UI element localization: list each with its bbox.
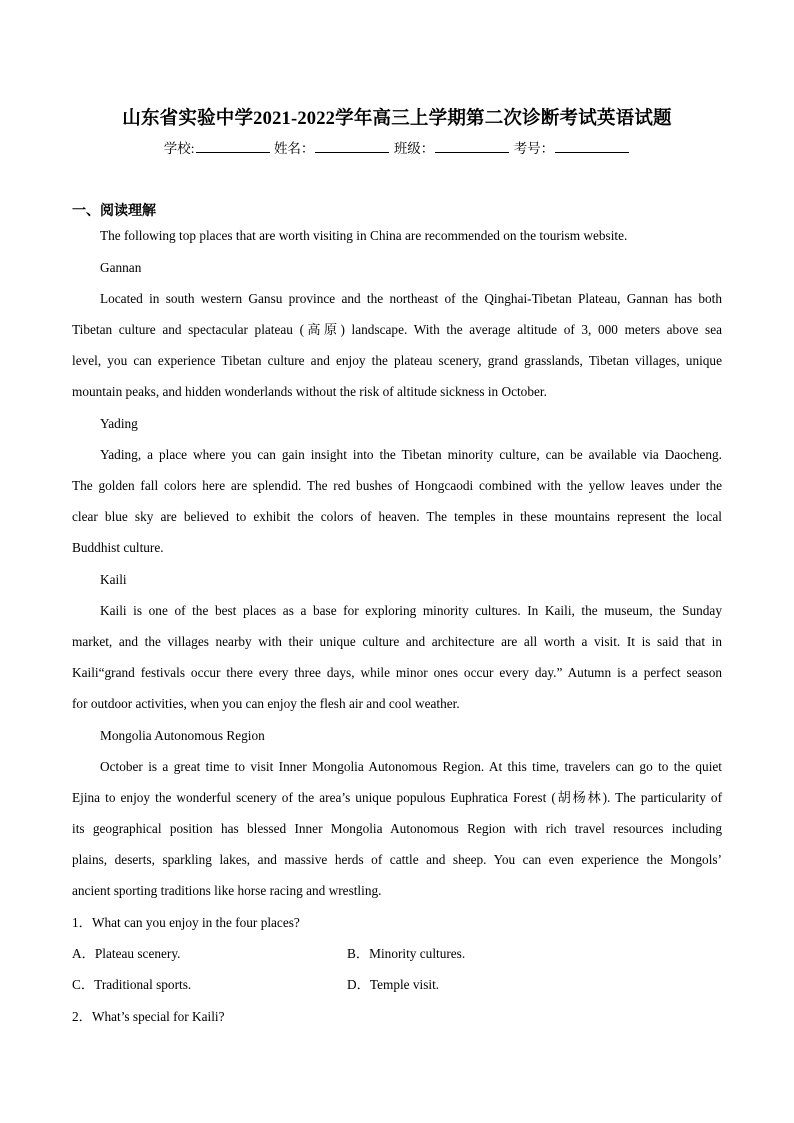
- kaili-line: Kaili“grand festivals occur there every three days, while minor ones occur every day.” Autumn is a perfect season: [72, 665, 722, 680]
- place-heading-kaili: Kaili: [100, 572, 127, 587]
- student-info-line: [0, 137, 794, 157]
- exam-title: 山东省实验中学2021-2022学年高三上学期第二次诊断考试英语试题: [122, 109, 672, 129]
- gannan-line: level, you can experience Tibetan culture and enjoy the plateau scenery, grand grasslands, Tibetan villages, unique: [72, 353, 722, 368]
- kaili-line: for outdoor activities, when you can enjoy the flesh air and cool weather.: [72, 696, 460, 711]
- place-heading-gannan: Gannan: [100, 260, 142, 275]
- kaili-line: market, and the villages nearby with their unique culture and architecture are all worth a visit. It is said that in: [72, 634, 722, 649]
- option-b[interactable]: B．Minority cultures.: [347, 946, 466, 961]
- mongolia-line: plains, deserts, sparkling lakes, and massive herds of cattle and sheep. You can even experience the Mongols’: [72, 852, 722, 867]
- gannan-line: mountain peaks, and hidden wonderlands without the risk of altitude sickness in October.: [72, 384, 547, 399]
- option-c[interactable]: C．Traditional sports.: [72, 977, 192, 992]
- school-label: 学校:: [163, 141, 195, 156]
- gannan-line: Located in south western Gansu province and the northeast of the Qinghai-Tibetan Plateau, Gannan has both: [100, 291, 722, 306]
- question-stem: 1．What can you enjoy in the four places?: [72, 915, 300, 930]
- kaili-line: Kaili is one of the best places as a base for exploring minority cultures. In Kaili, the museum, the Sunday: [100, 603, 722, 618]
- option-a[interactable]: A．Plateau scenery.: [72, 946, 181, 961]
- yading-line: Buddhist culture.: [72, 540, 164, 555]
- option-d[interactable]: D．Temple visit.: [347, 977, 440, 992]
- yading-line: clear blue sky are believed to exhibit the colors of heaven. The temples in these mountains represent the local: [72, 509, 722, 524]
- school-blank[interactable]: [196, 140, 270, 153]
- exam-no-label: 考号：: [513, 141, 555, 156]
- place-heading-mongolia: Mongolia Autonomous Region: [100, 728, 265, 743]
- place-heading-yading: Yading: [100, 416, 138, 431]
- question-stem: 2．What’s special for Kaili?: [72, 1009, 225, 1024]
- mongolia-line: ancient sporting traditions like horse racing and wrestling.: [72, 883, 382, 898]
- gannan-line: Tibetan culture and spectacular plateau (高原) landscape. With the average altitude of 3, 000 meters above sea: [72, 322, 722, 337]
- yading-line: Yading, a place where you can gain insight into the Tibetan minority culture, can be available via Daocheng.: [100, 447, 722, 462]
- name-blank[interactable]: [315, 140, 389, 153]
- mongolia-line: October is a great time to visit Inner Mongolia Autonomous Region. At this time, travelers can go to the quiet: [100, 759, 722, 774]
- class-label: 班级：: [393, 141, 435, 156]
- class-blank[interactable]: [435, 140, 509, 153]
- mongolia-line: Ejina to enjoy the wonderful scenery of the area’s unique populous Euphratica Forest (胡杨林). The particularity of: [72, 790, 722, 805]
- name-label: 姓名：: [273, 141, 315, 156]
- exam-no-blank[interactable]: [555, 140, 629, 153]
- passage-intro: The following top places that are worth visiting in China are recommended on the tourism website.: [100, 228, 628, 243]
- section-heading: 一、阅读理解: [72, 204, 156, 219]
- mongolia-line: its geographical position has blessed Inner Mongolia Autonomous Region with rich travel resources including: [72, 821, 722, 836]
- yading-line: The golden fall colors here are splendid. The red bushes of Hongcaodi combined with the yellow leaves under the: [72, 478, 722, 493]
